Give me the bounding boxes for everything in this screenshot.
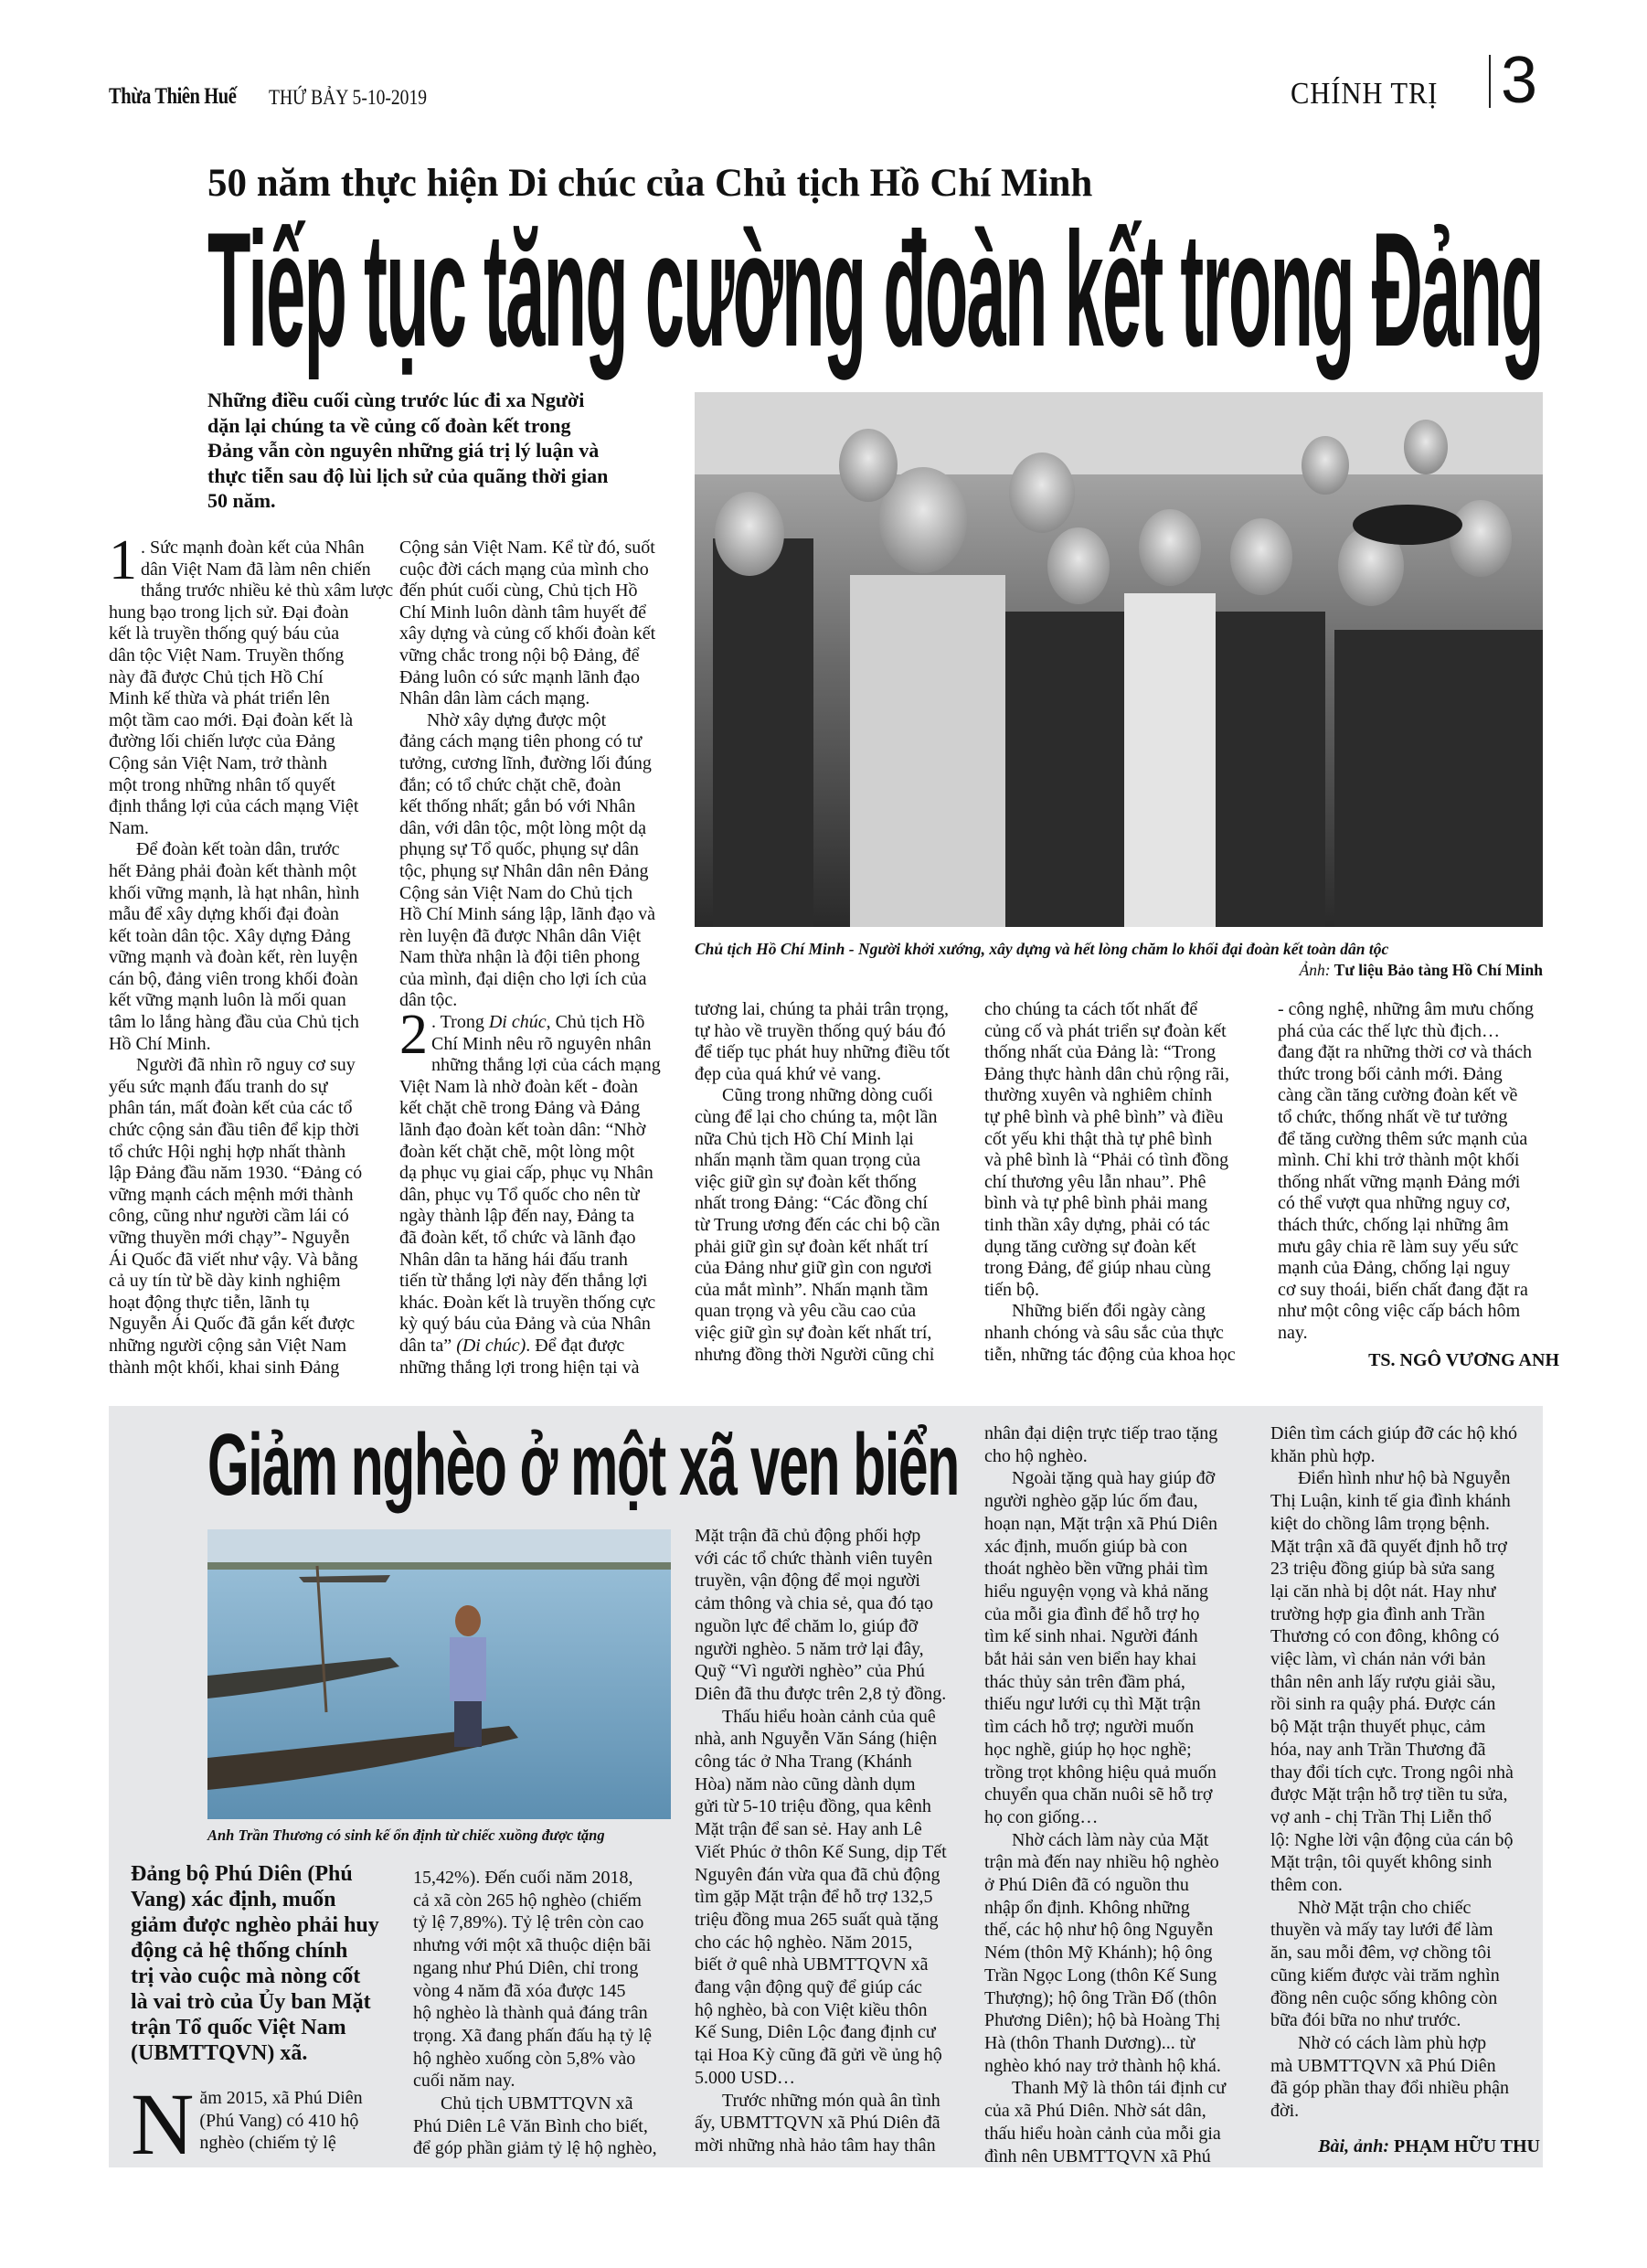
paragraph: 15,42%). Đến cuối năm 2018, cả xã còn 265 hộ nghèo (chiếm tỷ lệ 7,89%). Tỷ lệ trên còn cao nhưng với một xã thuộc diện bãi ngang như Phú Diên, chỉ trong vòng 4 năm đã xóa được 145 hộ nghèo là thành quả đáng trân trọng. Xã đang phấn đấu hạ tỷ lệ hộ nghèo xuống còn 5,8% vào cuối năm nay. xyxy=(413,1868,653,2092)
photo-credit-label: Ảnh: xyxy=(1299,961,1331,979)
paragraph: ăm 2015, xã Phú Diên (Phú Vang) có 410 hộ nghèo (chiếm tỷ lệ xyxy=(199,2088,363,2154)
paragraph: Cộng sản Việt Nam. Kể từ đó, suốt cuộc đời cách mạng của mình cho đến phút cuối cùng, Chủ tịch Hồ Chí Minh luôn dành tâm huyết để xây dựng và củng cố khối đoàn kết vững chắc trong nội bộ Đảng, để Đảng luôn có sức mạnh lãnh đạo Nhân dân làm cách mạng. xyxy=(399,538,656,709)
section-name: CHÍNH TRỊ xyxy=(1291,77,1439,111)
article-column-1 xyxy=(131,2075,396,2173)
article-column-4 xyxy=(984,999,1259,1366)
author-byline xyxy=(1270,2135,1540,2158)
paragraph: nhân đại diện trực tiếp trao tặng cho hộ nghèo. xyxy=(984,1423,1218,1466)
paragraph: Diên tìm cách giúp đỡ các hộ khó khăn phù hợp. xyxy=(1270,1423,1517,1466)
paragraph: Người đã nhìn rõ nguy cơ suy yếu sức mạnh đấu tranh do sự phân tán, mất đoàn kết của các tổ chức cộng sản đầu tiên để kịp thời tổ chức Hội nghị hợp nhất thành lập Đảng đầu năm 1930. “Đảng có vững mạnh cách mệnh mới thành công, cũng như người cầm lái có vững thuyền mới chạy”- Nguyễn Ái Quốc đã viết như vậy. Và bằng cả uy tín từ bề dày kinh nghiệm hoạt động thực tiễn, lãnh tụ Nguyễn Ái Quốc đã gắn kết được những người cộng sản Việt Nam thành một khối, khai sinh Đảng xyxy=(109,1055,363,1378)
newspaper-name: Thừa Thiên Huế xyxy=(109,84,237,109)
article-lead: Những điều cuối cùng trước lúc đi xa Người dặn lại chúng ta về củng cố đoàn kết trong Đảng vẫn còn nguyên những giá trị lý luận và thực tiễn sau độ lùi lịch sử của quãng thời gian 50 năm. xyxy=(207,389,609,513)
paragraph: Chủ tịch UBMTTQVN xã Phú Diên Lê Văn Bình cho biết, để góp phần giảm tỷ lệ hộ nghèo, xyxy=(413,2093,657,2159)
article-column-3 xyxy=(695,999,969,1366)
photo-caption: Chủ tịch Hồ Chí Minh - Người khởi xướng, xây dựng và hết lòng chăm lo khối đại đoàn kết toàn dân tộc xyxy=(695,940,1389,958)
header-divider xyxy=(1489,55,1491,108)
paragraph: Điển hình như hộ bà Nguyễn Thị Luận, kinh tế gia đình khánh kiệt do chồng lâm trọng bệnh. Mặt trận xã đã quyết định hỗ trợ 23 triệu đồng giúp bà sửa sang lại căn nhà bị dột nát. Hay như trường hợp gia đình anh Trần Thương có con đông, không có việc làm, vì chán nản với bản thân nên anh lấy rượu giải sầu, rồi sinh ra quậy phá. Được cán bộ Mặt trận thuyết phục, cảm hóa, nay anh Trần Thương đã thay đổi tích cực. Trong ngôi nhà được Mặt trận hỗ trợ tiền tu sửa, vợ anh - chị Trần Thị Liễn thổ lộ: Nghe lời vận động của cán bộ Mặt trận, tôi quyết không sinh thêm con. xyxy=(1270,1468,1514,1896)
issue-date: THỨ BẢY 5-10-2019 xyxy=(269,86,428,109)
text: , Chủ tịch Hồ Chí Minh nêu rõ nguyên nhân những thắng lợi của cách mạng Việt Nam là nhờ đoàn kết - đoàn kết chặt chẽ trong Đảng và Đảng lãnh đạo đoàn kết toàn dân: “Nhờ đoàn kết chặt chẽ, một lòng một dạ phục vụ giai cấp, phục vụ Nhân dân, phục vụ Tổ quốc cho nên từ ngày thành lập đến nay, Đảng ta đã đoàn kết, tổ chức và lãnh đạo Nhân dân ta hăng hái đấu tranh tiến từ thắng lợi này đến thắng lợi khác. Đoàn kết là truyền thống cực kỳ quý báu của Đảng và của Nhân dân ta” xyxy=(399,1012,661,1356)
text-italic: (Di chúc) xyxy=(456,1335,526,1356)
paragraph: Ngoài tặng quà hay giúp đỡ người nghèo gặp lúc ốm đau, hoạn nạn, Mặt trận xã Phú Diên xác định, muốn giúp bà con thoát nghèo bền vững phải tìm hiểu nguyện vọng và khả năng của mỗi gia đình để hỗ trợ họ tìm kế sinh nhai. Người đánh bắt hải sản ven biển hay khai thác thủy sản trên đầm phá, thiếu ngư lưới cụ thì Mặt trận tìm cách hỗ trợ; người muốn học nghề, giúp họ học nghề; trồng trọt không hiệu quả muốn chuyển qua chăn nuôi sẽ hỗ trợ họ con giống… xyxy=(984,1468,1217,1827)
paragraph: Trước những món quà ân tình ấy, UBMTTQVN xã Phú Diên đã mời những nhà hảo tâm hay thân xyxy=(695,2090,940,2156)
text-italic: Di chúc xyxy=(488,1012,547,1033)
text: . Trong xyxy=(431,1012,489,1033)
paragraph: Thanh Mỹ là thôn tái định cư của xã Phú Diên. Nhờ sát dân, thấu hiểu hoàn cảnh của mỗi gia đình nên UBMTTQVN xã Phú xyxy=(984,2078,1227,2167)
article-lead: Đảng bộ Phú Diên (Phú Vang) xác định, muốn giảm được nghèo phải huy động cả hệ thống chính trị vào cuộc mà nòng cốt là vai trò của Ủy ban Mặt trận Tổ quốc Việt Nam (UBMTTQVN) xã. xyxy=(131,1862,379,2065)
author-byline: TS. NGÔ VƯƠNG ANH xyxy=(1368,1349,1559,1370)
drop-cap: 1 xyxy=(109,529,137,591)
article-column-1 xyxy=(109,529,394,1379)
paragraph xyxy=(399,1004,674,1379)
paragraph: tương lai, chúng ta phải trân trọng, tự hào về truyền thống quý báu đó để tiếp tục phát huy những điều tốt đẹp của quá khứ vẻ vang. xyxy=(695,999,951,1084)
article-column-3 xyxy=(695,1525,964,2157)
byline-name: PHẠM HỮU THU xyxy=(1394,2135,1540,2156)
paragraph: Mặt trận đã chủ động phối hợp với các tổ chức thành viên tuyên truyền, vận động để mọi người cảm thông và chia sẻ, qua đó tạo nguồn lực để chăm lo, giúp đỡ người nghèo. 5 năm trở lại đây, Quỹ “Vì người nghèo” của Phú Diên đã thu được trên 2,8 tỷ đồng. xyxy=(695,1526,947,1704)
photo-credit xyxy=(1300,961,1543,980)
byline-label: Bài, ảnh: xyxy=(1318,2135,1394,2156)
paragraph: Nhờ có cách làm phù hợp mà UBMTTQVN xã Phú Diên đã góp phần thay đổi nhiều phận đời. xyxy=(1270,2032,1510,2122)
photo-caption: Anh Trần Thương có sinh kế ổn định từ chiếc xuồng được tặng xyxy=(207,1826,605,1844)
article-column-2 xyxy=(413,1867,678,2160)
article-kicker: 50 năm thực hiện Di chúc của Chủ tịch Hồ Chí Minh xyxy=(207,162,1093,205)
article-column-5 xyxy=(1270,1422,1540,2158)
article-headline: Tiếp tục tăng cường đoàn kết trong Đảng xyxy=(207,198,1543,380)
paragraph: . Sức mạnh đoàn kết của Nhân dân Việt Nam đã làm nên chiến thắng trước nhiều kẻ thù xâm lược hung bạo trong lịch sử. Đại đoàn kết là truyền thống quý báu của dân tộc Việt Nam. Truyền thống này đã được Chủ tịch Hồ Chí Minh kế thừa và phát triển lên một tầm cao mới. Đại đoàn kết là đường lối chiến lược của Đảng Cộng sản Việt Nam, trở thành một trong những nhân tố quyết định thắng lợi của cách mạng Việt Nam. xyxy=(109,538,394,838)
article-headline: Giảm nghèo ở một xã ven biển xyxy=(207,1416,959,1514)
article-column-4 xyxy=(984,1422,1254,2167)
photo-ho-chi-minh-with-people xyxy=(695,392,1543,927)
drop-cap: N xyxy=(131,2075,195,2173)
article-column-2 xyxy=(399,538,674,1379)
paragraph: Những biến đổi ngày càng nhanh chóng và sâu sắc của thực tiễn, những tác động của khoa học xyxy=(984,1301,1236,1365)
article-column-5 xyxy=(1278,999,1559,1371)
text: . Để đạt được những thắng lợi trong hiện tại và xyxy=(399,1335,640,1378)
paragraph: Nhờ cách làm này của Mặt trận mà đến nay nhiều hộ nghèo ở Phú Diên đã có nguồn thu nhập ổn định. Không những thế, các hộ như hộ ông Nguyễn Ném (thôn Mỹ Khánh); hộ ông Trần Ngọc Long (thôn Kế Sung Thượng); hộ ông Trần Đố (thôn Phương Diên); hộ bà Hoàng Thị Hà (thôn Thanh Dương)... từ nghèo khó nay trở thành hộ khá. xyxy=(984,1829,1221,2076)
paragraph: Nhờ xây dựng được một đảng cách mạng tiên phong có tư tưởng, cương lĩnh, đường lối đúng đắn; có tổ chức chặt chẽ, đoàn kết thống nhất; gắn bó với Nhân dân, với dân tộc, một lòng một dạ phụng sự Tổ quốc, phụng sự dân tộc, phụng sự Nhân dân nên Đảng Cộng sản Việt Nam do Chủ tịch Hồ Chí Minh sáng lập, lãnh đạo và rèn luyện đã được Nhân dân Việt Nam thừa nhận là đội tiên phong của mình, đại diện cho lợi ích của dân tộc. xyxy=(399,709,655,1011)
photo-man-with-boat xyxy=(207,1529,671,1819)
paragraph: cho chúng ta cách tốt nhất để củng cố và phát triển sự đoàn kết thống nhất của Đảng là: “Trong Đảng thực hành dân chủ rộng rãi, thường xuyên và nghiêm chỉnh tự phê bình và phê bình” và điều cốt yếu khi thật thà tự phê bình và phê bình là “Phải có tình đồng chí thương yêu lẫn nhau”. Phê bình và tự phê bình phải mang tinh thần xây dựng, phải có tác dụng tăng cường sự đoàn kết trong Đảng, để giúp nhau cùng tiến bộ. xyxy=(984,999,1229,1300)
paragraph: Cũng trong những dòng cuối cùng để lại cho chúng ta, một lần nữa Chủ tịch Hồ Chí Minh lại nhấn mạnh tầm quan trọng của việc giữ gìn sự đoàn kết thống nhất trong Đảng: “Các đồng chí từ Trung ương đến các chi bộ cần phải giữ gìn sự đoàn kết nhất trí của Đảng như giữ gìn con ngươi của mắt mình”. Nhấn mạnh tầm quan trọng và yêu cầu cao của việc giữ gìn sự đoàn kết nhất trí, nhưng đồng thời Người cũng chỉ xyxy=(695,1085,940,1365)
photo-credit-source: Tư liệu Bảo tàng Hồ Chí Minh xyxy=(1330,961,1543,979)
paragraph: Nhờ Mặt trận cho chiếc thuyền và mấy tay lưới để làm ăn, sau mỗi đêm, vợ chồng tôi cũng kiếm được vài trăm nghìn đồng nên cuộc sống không còn bữa đói bữa no như trước. xyxy=(1270,1897,1500,2031)
page-number: 3 xyxy=(1501,44,1538,117)
paragraph: Thấu hiểu hoàn cảnh của quê nhà, anh Nguyễn Văn Sáng (hiện công tác ở Nha Trang (Khánh Hòa) năm nào cũng dành dụm gửi từ 5-10 triệu đồng, qua kênh Mặt trận để san sẻ. Hay anh Lê Viết Phúc ở thôn Kế Sung, dịp Tết Nguyên đán vừa qua đã chủ động tìm gặp Mặt trận để hỗ trợ 132,5 triệu đồng mua 265 suất quà tặng cho các hộ nghèo. Năm 2015, biết ở quê nhà UBMTTQVN xã đang vận động quỹ để giúp các hộ nghèo, bà con Việt kiều thôn Kế Sung, Diên Lộc đang định cư tại Hoa Kỳ cũng đã gửi về ủng hộ 5.000 USD… xyxy=(695,1706,947,2088)
paragraph: Để đoàn kết toàn dân, trước hết Đảng phải đoàn kết thành một khối vững mạnh, là hạt nhân, hình mẫu để xây dựng khối đại đoàn kết toàn dân tộc. Xây dựng Đảng vững mạnh và đoàn kết, rèn luyện cán bộ, đảng viên trong khối đoàn kết vững mạnh luôn là mối quan tâm lo lắng hàng đầu của Chủ tịch Hồ Chí Minh. xyxy=(109,839,360,1054)
paragraph: - công nghệ, những âm mưu chống phá của các thế lực thù địch… đang đặt ra những thời cơ và thách thức trong bối cảnh mới. Đảng càng cần tăng cường đoàn kết về tổ chức, thống nhất về tư tưởng để tăng cường thêm sức mạnh của mình. Chỉ khi trở thành một khối thống nhất vững mạnh Đảng mới có thể vượt qua những nguy cơ, thách thức, chống lại những âm mưu gây chia rẽ làm suy yếu sức mạnh của Đảng, chống lại nguy cơ suy thoái, biến chất đang đặt ra như một công việc cấp bách hôm nay. xyxy=(1278,999,1534,1343)
drop-cap: 2 xyxy=(399,1004,428,1067)
